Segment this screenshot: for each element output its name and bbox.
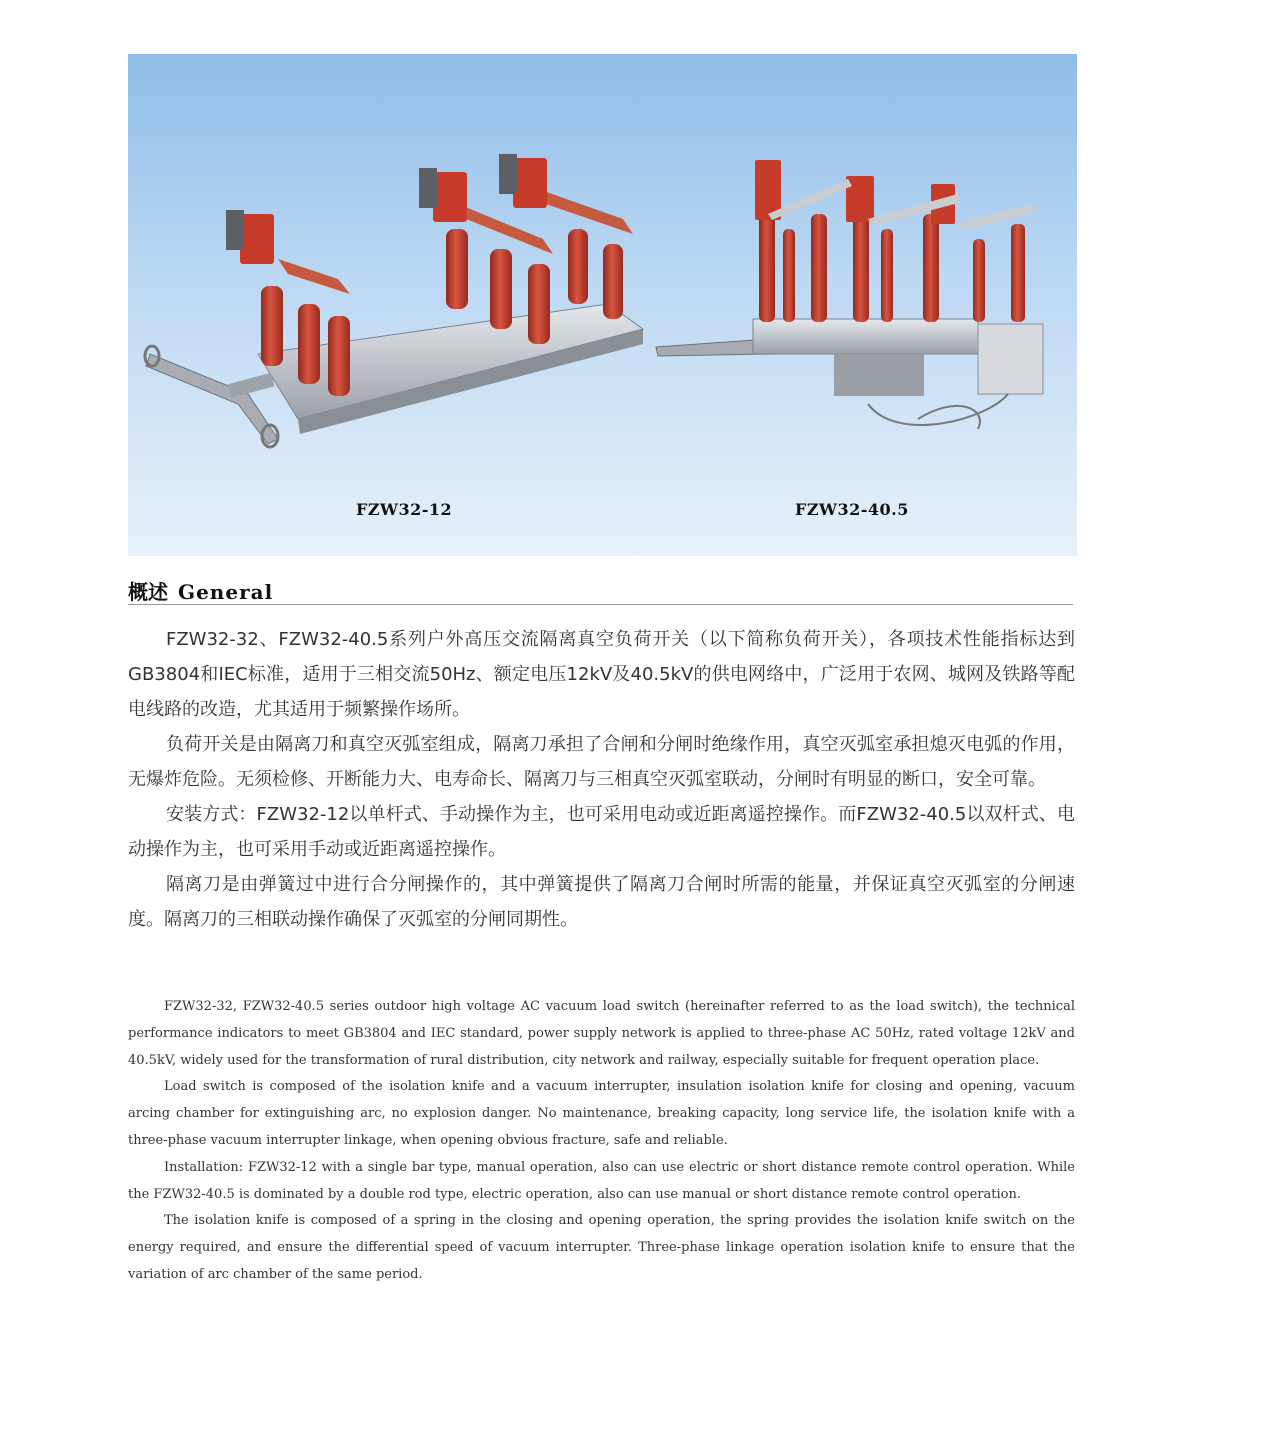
en-paragraph: FZW32-32, FZW32-40.5 series outdoor high voltage AC vacuum load switch (hereinafter referred to as the load switch), the technical performance indicators to meet GB3804 and IEC standard, power supply network is applied to three-phase AC 50Hz, rated voltage 12kV and 40.5kV, widely used for the transformation of rural distribution, city network and railway, especially suitable for frequent operation place.	[128, 999, 1075, 1068]
cn-paragraph: FZW32-32、FZW32-40.5系列户外高压交流隔离真空负荷开关（以下简称负荷开关），各项技术性能指标达到GB3804和IEC标准，适用于三相交流50Hz、额定电压12kV及40.5kV的供电网络中，广泛用于农网、城网及铁路等配电线路的改造，尤其适用于频繁操作场所。	[128, 629, 1075, 720]
fzw32-40-5-illustration	[656, 160, 1043, 429]
caption-fzw32-12: FZW32-12	[356, 500, 453, 519]
en-paragraph: Load switch is composed of the isolation knife and a vacuum interrupter, insulation isolation knife for closing and opening, vacuum arcing chamber for extinguishing arc, no explosion danger. No maintenance, breaking capacity, long service life, the isolation knife with a three-phase vacuum interrupter linkage, when opening obvious fracture, safe and reliable.	[128, 1079, 1075, 1148]
cn-paragraph: 负荷开关是由隔离刀和真空灭弧室组成，隔离刀承担了合闸和分闸时绝缘作用，真空灭弧室承担熄灭电弧的作用，无爆炸危险。无须检修、开断能力大、电寿命长、隔离刀与三相真空灭弧室联动，分闸时有明显的断口，安全可靠。	[128, 734, 1075, 790]
caption-fzw32-40-5: FZW32-40.5	[795, 500, 909, 519]
section-divider	[128, 604, 1073, 605]
section-title-en: General	[178, 580, 274, 604]
section-title	[128, 576, 273, 605]
en-paragraph: Installation: FZW32-12 with a single bar type, manual operation, also can use electric or short distance remote control operation. While the FZW32-40.5 is dominated by a double rod type, electric operation, also can use manual or short distance remote control operation.	[128, 1159, 1075, 1202]
cn-paragraph: 安装方式：FZW32-12以单杆式、手动操作为主，也可采用电动或近距离遥控操作。而FZW32-40.5以双杆式、电动操作为主，也可采用手动或近距离遥控操作。	[128, 804, 1075, 860]
en-paragraph: The isolation knife is composed of a spring in the closing and opening operation, the spring provides the isolation knife switch on the energy required, and ensure the differential speed of vacuum interrupter. Three-phase linkage operation isolation knife to ensure that the variation of arc chamber of the same period.	[128, 1213, 1075, 1282]
cn-paragraph: 隔离刀是由弹簧过中进行合分闸操作的，其中弹簧提供了隔离刀合闸时所需的能量，并保证真空灭弧室的分闸速度。隔离刀的三相联动操作确保了灭弧室的分闸同期性。	[128, 874, 1075, 930]
section-title-cn: 概述	[128, 580, 168, 604]
product-photo-panel	[128, 54, 1077, 556]
chinese-description	[128, 622, 1075, 937]
english-description	[128, 994, 1075, 1289]
product-illustration	[128, 54, 1077, 556]
fzw32-12-illustration	[145, 154, 643, 447]
